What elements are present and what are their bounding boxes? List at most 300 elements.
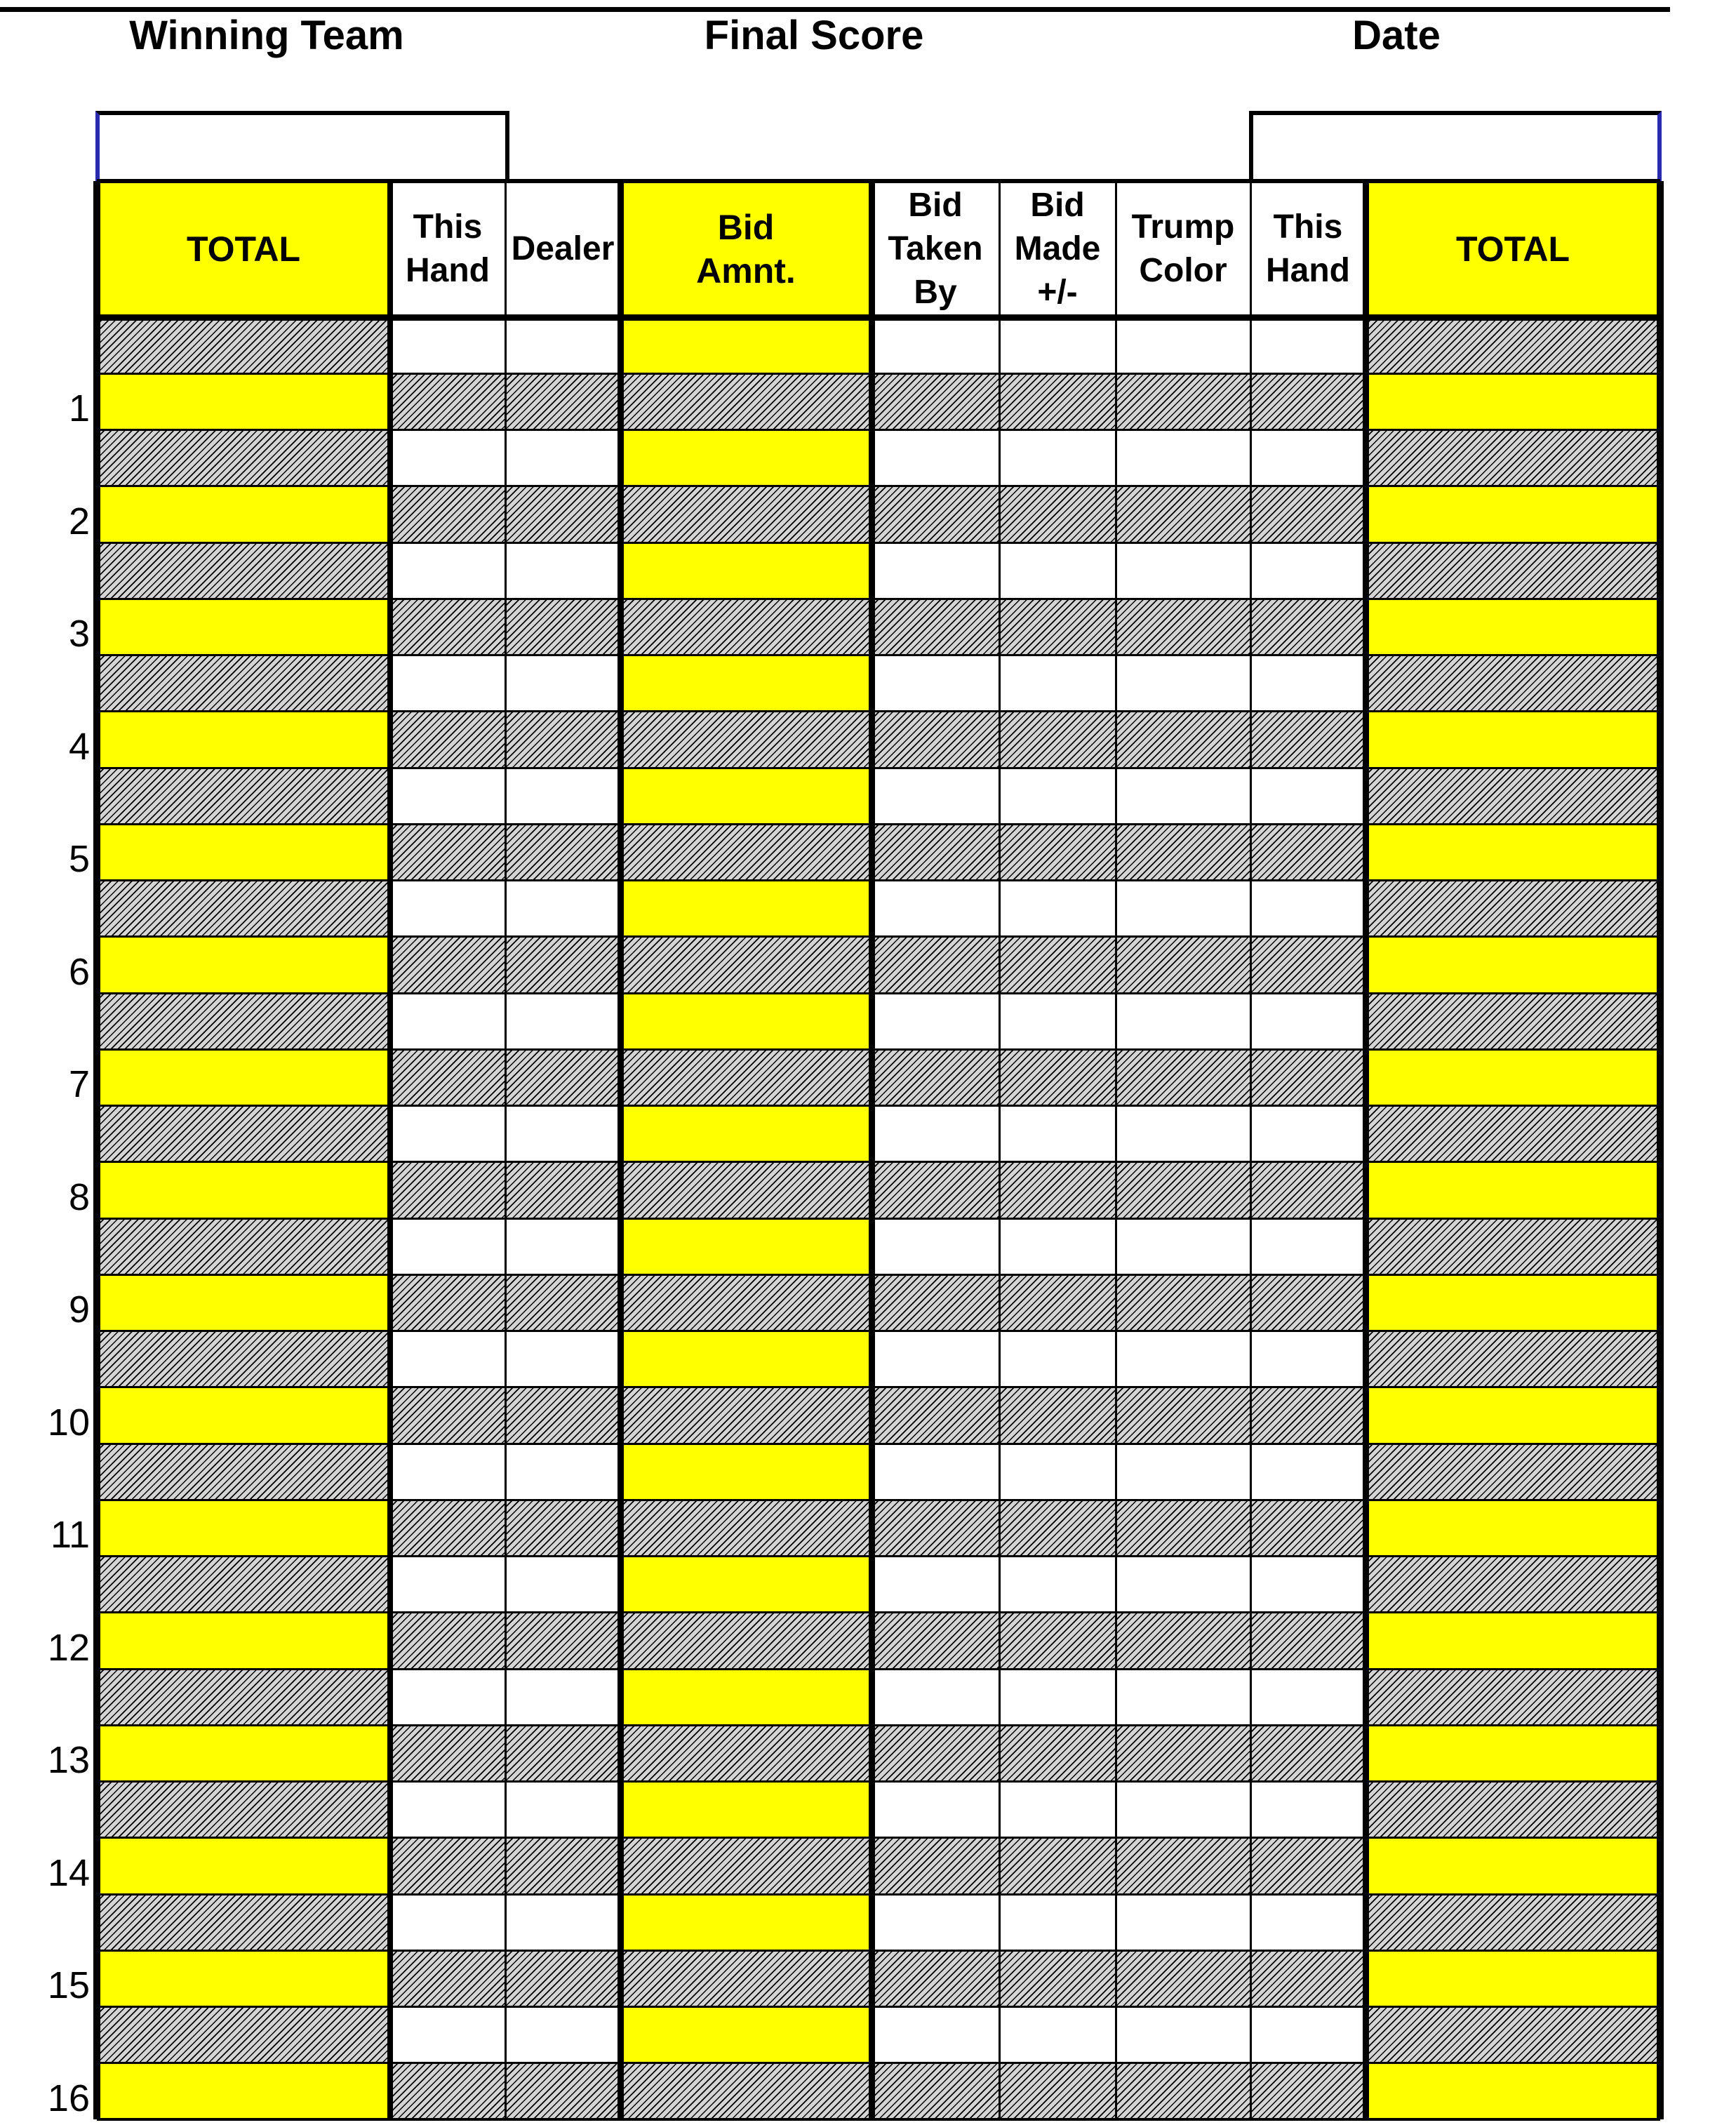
score-cell-trump-color[interactable]: [1116, 824, 1250, 880]
score-cell-total-right[interactable]: [1366, 1049, 1660, 1105]
score-cell-this-hand-left[interactable]: [390, 317, 505, 373]
score-cell-total-right[interactable]: [1366, 1106, 1660, 1162]
score-cell-this-hand-right[interactable]: [1250, 2007, 1366, 2063]
score-cell-this-hand-right[interactable]: [1250, 542, 1366, 599]
score-cell-this-hand-left[interactable]: [390, 1106, 505, 1162]
hand-number: 10: [47, 1401, 90, 1444]
score-cell-total-left[interactable]: [97, 1162, 390, 1218]
score-cell-trump-color[interactable]: [1116, 1613, 1250, 1669]
score-cell-this-hand-left[interactable]: [390, 1387, 505, 1444]
score-cell-dealer[interactable]: [505, 2007, 620, 2063]
score-cell-total-right[interactable]: [1366, 486, 1660, 542]
score-cell-trump-color[interactable]: [1116, 1049, 1250, 1105]
score-cell-trump-color[interactable]: [1116, 881, 1250, 937]
score-cell-total-right[interactable]: [1366, 937, 1660, 993]
score-cell-bid-amount[interactable]: [620, 317, 872, 373]
score-cell-total-right[interactable]: [1366, 655, 1660, 712]
score-cell-bid-taken-by[interactable]: [872, 881, 999, 937]
score-cell-bid-made[interactable]: [999, 542, 1116, 599]
score-cell-this-hand-right[interactable]: [1250, 1274, 1366, 1331]
score-cell-this-hand-left[interactable]: [390, 655, 505, 712]
score-cell-this-hand-right[interactable]: [1250, 2063, 1366, 2119]
score-cell-total-left[interactable]: [97, 1894, 390, 1950]
score-cell-this-hand-left[interactable]: [390, 1950, 505, 2006]
grid-line: [97, 1105, 1660, 1107]
grid-line: [97, 429, 1660, 431]
score-cell-this-hand-right[interactable]: [1250, 1049, 1366, 1105]
score-cell-bid-taken-by[interactable]: [872, 655, 999, 712]
score-cell-this-hand-right[interactable]: [1250, 768, 1366, 824]
score-cell-bid-made[interactable]: [999, 712, 1116, 768]
score-cell-bid-made[interactable]: [999, 1782, 1116, 1838]
score-cell-bid-taken-by[interactable]: [872, 1669, 999, 1725]
score-cell-dealer[interactable]: [505, 1669, 620, 1725]
grid-line: [97, 1950, 1660, 1952]
score-cell-bid-made[interactable]: [999, 2007, 1116, 2063]
score-cell-total-left[interactable]: [97, 881, 390, 937]
score-cell-total-left[interactable]: [97, 2063, 390, 2119]
score-cell-total-right[interactable]: [1366, 1274, 1660, 1331]
score-cell-bid-made[interactable]: [999, 373, 1116, 429]
score-cell-dealer[interactable]: [505, 993, 620, 1049]
score-cell-dealer[interactable]: [505, 1725, 620, 1781]
score-cell-this-hand-left[interactable]: [390, 430, 505, 486]
grid-line: [97, 1443, 1660, 1445]
score-cell-this-hand-left[interactable]: [390, 1331, 505, 1387]
score-cell-trump-color[interactable]: [1116, 993, 1250, 1049]
score-cell-bid-amount[interactable]: [620, 881, 872, 937]
score-cell-this-hand-right[interactable]: [1250, 486, 1366, 542]
score-cell-total-right[interactable]: [1366, 824, 1660, 880]
score-cell-total-right[interactable]: [1366, 1950, 1660, 2006]
score-cell-bid-amount[interactable]: [620, 1557, 872, 1613]
score-cell-total-right[interactable]: [1366, 2007, 1660, 2063]
score-cell-this-hand-right[interactable]: [1250, 1613, 1366, 1669]
score-cell-total-left[interactable]: [97, 1049, 390, 1105]
score-cell-bid-amount[interactable]: [620, 712, 872, 768]
score-cell-bid-taken-by[interactable]: [872, 1218, 999, 1274]
score-cell-dealer[interactable]: [505, 1106, 620, 1162]
score-cell-bid-made[interactable]: [999, 1106, 1116, 1162]
score-cell-dealer[interactable]: [505, 1613, 620, 1669]
score-cell-total-left[interactable]: [97, 542, 390, 599]
score-cell-trump-color[interactable]: [1116, 486, 1250, 542]
score-cell-total-right[interactable]: [1366, 1894, 1660, 1950]
score-cell-this-hand-left[interactable]: [390, 599, 505, 655]
score-cell-bid-made[interactable]: [999, 1387, 1116, 1444]
score-cell-this-hand-right[interactable]: [1250, 1782, 1366, 1838]
score-cell-dealer[interactable]: [505, 1500, 620, 1556]
score-cell-bid-taken-by[interactable]: [872, 1331, 999, 1387]
hand-number: 5: [68, 838, 90, 881]
score-cell-this-hand-left[interactable]: [390, 373, 505, 429]
grid-line: [1115, 181, 1117, 2119]
score-cell-bid-amount[interactable]: [620, 1500, 872, 1556]
score-cell-dealer[interactable]: [505, 1331, 620, 1387]
score-cell-this-hand-right[interactable]: [1250, 373, 1366, 429]
score-cell-bid-amount[interactable]: [620, 1218, 872, 1274]
score-cell-this-hand-left[interactable]: [390, 881, 505, 937]
score-cell-bid-amount[interactable]: [620, 430, 872, 486]
score-cell-this-hand-right[interactable]: [1250, 1106, 1366, 1162]
score-cell-bid-made[interactable]: [999, 1613, 1116, 1669]
score-cell-total-right[interactable]: [1366, 993, 1660, 1049]
score-cell-trump-color[interactable]: [1116, 937, 1250, 993]
score-cell-this-hand-left[interactable]: [390, 1218, 505, 1274]
score-cell-bid-made[interactable]: [999, 1838, 1116, 1894]
score-cell-this-hand-right[interactable]: [1250, 937, 1366, 993]
score-cell-bid-made[interactable]: [999, 1950, 1116, 2006]
score-cell-this-hand-left[interactable]: [390, 1782, 505, 1838]
score-cell-bid-made[interactable]: [999, 1049, 1116, 1105]
score-cell-bid-amount[interactable]: [620, 1725, 872, 1781]
score-cell-total-left[interactable]: [97, 1838, 390, 1894]
score-cell-bid-taken-by[interactable]: [872, 486, 999, 542]
score-cell-total-right[interactable]: [1366, 881, 1660, 937]
score-cell-bid-made[interactable]: [999, 430, 1116, 486]
score-cell-this-hand-right[interactable]: [1250, 1387, 1366, 1444]
score-cell-this-hand-right[interactable]: [1250, 1500, 1366, 1556]
score-cell-trump-color[interactable]: [1116, 1838, 1250, 1894]
score-cell-total-right[interactable]: [1366, 1725, 1660, 1781]
hand-number: 16: [47, 2077, 90, 2119]
score-cell-bid-amount[interactable]: [620, 937, 872, 993]
score-cell-bid-made[interactable]: [999, 2063, 1116, 2119]
score-cell-this-hand-left[interactable]: [390, 1162, 505, 1218]
score-cell-trump-color[interactable]: [1116, 1782, 1250, 1838]
score-cell-total-left[interactable]: [97, 1782, 390, 1838]
score-cell-this-hand-right[interactable]: [1250, 317, 1366, 373]
score-cell-bid-taken-by[interactable]: [872, 1782, 999, 1838]
score-cell-bid-made[interactable]: [999, 655, 1116, 712]
score-cell-total-left[interactable]: [97, 486, 390, 542]
score-cell-this-hand-left[interactable]: [390, 937, 505, 993]
score-cell-trump-color[interactable]: [1116, 542, 1250, 599]
score-cell-this-hand-right[interactable]: [1250, 1218, 1366, 1274]
score-cell-bid-amount[interactable]: [620, 655, 872, 712]
score-cell-total-right[interactable]: [1366, 1331, 1660, 1387]
score-cell-dealer[interactable]: [505, 1838, 620, 1894]
score-cell-trump-color[interactable]: [1116, 1387, 1250, 1444]
score-cell-bid-taken-by[interactable]: [872, 1106, 999, 1162]
score-cell-total-left[interactable]: [97, 1950, 390, 2006]
score-cell-bid-taken-by[interactable]: [872, 599, 999, 655]
score-cell-dealer[interactable]: [505, 712, 620, 768]
score-cell-this-hand-left[interactable]: [390, 2063, 505, 2119]
score-cell-dealer[interactable]: [505, 1557, 620, 1613]
score-cell-dealer[interactable]: [505, 937, 620, 993]
score-cell-bid-made[interactable]: [999, 486, 1116, 542]
score-cell-this-hand-left[interactable]: [390, 1725, 505, 1781]
score-cell-this-hand-left[interactable]: [390, 1274, 505, 1331]
score-cell-bid-taken-by[interactable]: [872, 1500, 999, 1556]
score-cell-trump-color[interactable]: [1116, 317, 1250, 373]
score-cell-bid-amount[interactable]: [620, 1444, 872, 1500]
score-cell-trump-color[interactable]: [1116, 1106, 1250, 1162]
score-cell-trump-color[interactable]: [1116, 599, 1250, 655]
score-cell-bid-taken-by[interactable]: [872, 1894, 999, 1950]
score-cell-dealer[interactable]: [505, 317, 620, 373]
score-cell-bid-taken-by[interactable]: [872, 373, 999, 429]
score-cell-dealer[interactable]: [505, 824, 620, 880]
score-cell-bid-made[interactable]: [999, 599, 1116, 655]
score-cell-bid-made[interactable]: [999, 1500, 1116, 1556]
score-cell-total-left[interactable]: [97, 993, 390, 1049]
score-cell-bid-amount[interactable]: [620, 1838, 872, 1894]
score-cell-this-hand-left[interactable]: [390, 1500, 505, 1556]
score-cell-total-right[interactable]: [1366, 599, 1660, 655]
score-cell-total-left[interactable]: [97, 712, 390, 768]
score-cell-this-hand-left[interactable]: [390, 768, 505, 824]
score-cell-dealer[interactable]: [505, 1274, 620, 1331]
score-cell-total-right[interactable]: [1366, 1162, 1660, 1218]
score-cell-total-right[interactable]: [1366, 1444, 1660, 1500]
score-cell-total-right[interactable]: [1366, 1500, 1660, 1556]
score-cell-total-left[interactable]: [97, 2007, 390, 2063]
score-cell-bid-taken-by[interactable]: [872, 937, 999, 993]
score-cell-bid-amount[interactable]: [620, 824, 872, 880]
score-cell-total-left[interactable]: [97, 1387, 390, 1444]
score-cell-this-hand-left[interactable]: [390, 1444, 505, 1500]
score-cell-bid-taken-by[interactable]: [872, 317, 999, 373]
score-cell-this-hand-left[interactable]: [390, 1894, 505, 1950]
score-cell-trump-color[interactable]: [1116, 768, 1250, 824]
score-cell-bid-taken-by[interactable]: [872, 712, 999, 768]
score-cell-trump-color[interactable]: [1116, 1500, 1250, 1556]
score-cell-total-right[interactable]: [1366, 1387, 1660, 1444]
score-cell-bid-made[interactable]: [999, 881, 1116, 937]
score-cell-bid-made[interactable]: [999, 1669, 1116, 1725]
score-cell-this-hand-right[interactable]: [1250, 1557, 1366, 1613]
score-cell-bid-amount[interactable]: [620, 486, 872, 542]
score-cell-bid-taken-by[interactable]: [872, 1613, 999, 1669]
score-cell-dealer[interactable]: [505, 768, 620, 824]
score-cell-total-right[interactable]: [1366, 430, 1660, 486]
score-cell-trump-color[interactable]: [1116, 1669, 1250, 1725]
score-cell-this-hand-right[interactable]: [1250, 1725, 1366, 1781]
header-total-right: TOTAL: [1366, 181, 1660, 317]
score-cell-this-hand-right[interactable]: [1250, 1162, 1366, 1218]
score-cell-bid-amount[interactable]: [620, 1387, 872, 1444]
winning-team-label: Winning Team: [129, 13, 404, 58]
score-cell-this-hand-left[interactable]: [390, 542, 505, 599]
score-cell-dealer[interactable]: [505, 655, 620, 712]
score-cell-bid-made[interactable]: [999, 768, 1116, 824]
score-cell-this-hand-left[interactable]: [390, 1669, 505, 1725]
score-cell-bid-taken-by[interactable]: [872, 2007, 999, 2063]
score-cell-dealer[interactable]: [505, 1162, 620, 1218]
score-cell-bid-amount[interactable]: [620, 1049, 872, 1105]
score-cell-this-hand-left[interactable]: [390, 824, 505, 880]
score-cell-bid-made[interactable]: [999, 1218, 1116, 1274]
score-cell-trump-color[interactable]: [1116, 1218, 1250, 1274]
score-cell-bid-taken-by[interactable]: [872, 1162, 999, 1218]
score-cell-this-hand-right[interactable]: [1250, 824, 1366, 880]
score-cell-total-left[interactable]: [97, 655, 390, 712]
score-cell-dealer[interactable]: [505, 599, 620, 655]
score-cell-bid-amount[interactable]: [620, 2063, 872, 2119]
score-cell-bid-made[interactable]: [999, 317, 1116, 373]
score-cell-trump-color[interactable]: [1116, 1894, 1250, 1950]
score-cell-total-left[interactable]: [97, 1444, 390, 1500]
score-cell-total-left[interactable]: [97, 430, 390, 486]
score-cell-bid-amount[interactable]: [620, 542, 872, 599]
score-cell-bid-made[interactable]: [999, 1331, 1116, 1387]
score-cell-bid-amount[interactable]: [620, 2007, 872, 2063]
header-dealer: Dealer: [505, 181, 620, 317]
score-cell-bid-taken-by[interactable]: [872, 1557, 999, 1613]
score-cell-bid-amount[interactable]: [620, 373, 872, 429]
score-cell-total-left[interactable]: [97, 1331, 390, 1387]
score-cell-bid-made[interactable]: [999, 1725, 1116, 1781]
score-cell-this-hand-right[interactable]: [1250, 1331, 1366, 1387]
score-cell-bid-amount[interactable]: [620, 599, 872, 655]
score-cell-this-hand-right[interactable]: [1250, 599, 1366, 655]
score-cell-trump-color[interactable]: [1116, 373, 1250, 429]
score-cell-total-left[interactable]: [97, 937, 390, 993]
score-cell-trump-color[interactable]: [1116, 655, 1250, 712]
score-cell-bid-amount[interactable]: [620, 768, 872, 824]
score-cell-trump-color[interactable]: [1116, 1162, 1250, 1218]
score-cell-dealer[interactable]: [505, 542, 620, 599]
score-cell-total-left[interactable]: [97, 1557, 390, 1613]
score-cell-bid-made[interactable]: [999, 937, 1116, 993]
score-cell-this-hand-left[interactable]: [390, 1049, 505, 1105]
score-cell-bid-made[interactable]: [999, 1894, 1116, 1950]
score-cell-bid-amount[interactable]: [620, 1162, 872, 1218]
score-cell-trump-color[interactable]: [1116, 430, 1250, 486]
score-cell-bid-taken-by[interactable]: [872, 824, 999, 880]
score-cell-this-hand-right[interactable]: [1250, 993, 1366, 1049]
score-cell-total-left[interactable]: [97, 768, 390, 824]
score-cell-bid-amount[interactable]: [620, 1613, 872, 1669]
score-cell-bid-made[interactable]: [999, 993, 1116, 1049]
score-cell-bid-amount[interactable]: [620, 1950, 872, 2006]
hand-number: 7: [68, 1063, 90, 1106]
score-cell-total-right[interactable]: [1366, 1613, 1660, 1669]
score-cell-dealer[interactable]: [505, 1218, 620, 1274]
score-cell-trump-color[interactable]: [1116, 1557, 1250, 1613]
score-cell-trump-color[interactable]: [1116, 1274, 1250, 1331]
score-cell-bid-amount[interactable]: [620, 993, 872, 1049]
score-cell-total-right[interactable]: [1366, 2063, 1660, 2119]
score-cell-total-right[interactable]: [1366, 1557, 1660, 1613]
score-cell-total-right[interactable]: [1366, 317, 1660, 373]
score-cell-total-right[interactable]: [1366, 1782, 1660, 1838]
score-cell-total-right[interactable]: [1366, 712, 1660, 768]
score-cell-bid-amount[interactable]: [620, 1669, 872, 1725]
score-cell-this-hand-left[interactable]: [390, 1838, 505, 1894]
score-cell-bid-amount[interactable]: [620, 1782, 872, 1838]
score-cell-this-hand-left[interactable]: [390, 993, 505, 1049]
score-cell-trump-color[interactable]: [1116, 712, 1250, 768]
score-cell-total-right[interactable]: [1366, 1218, 1660, 1274]
score-cell-this-hand-left[interactable]: [390, 1613, 505, 1669]
score-cell-bid-made[interactable]: [999, 1274, 1116, 1331]
score-cell-trump-color[interactable]: [1116, 1444, 1250, 1500]
score-cell-total-right[interactable]: [1366, 1669, 1660, 1725]
score-cell-total-left[interactable]: [97, 1274, 390, 1331]
score-cell-this-hand-left[interactable]: [390, 486, 505, 542]
score-cell-dealer[interactable]: [505, 881, 620, 937]
score-cell-bid-made[interactable]: [999, 1162, 1116, 1218]
score-cell-bid-amount[interactable]: [620, 1331, 872, 1387]
score-cell-dealer[interactable]: [505, 430, 620, 486]
score-cell-trump-color[interactable]: [1116, 2063, 1250, 2119]
score-cell-this-hand-left[interactable]: [390, 2007, 505, 2063]
score-cell-bid-taken-by[interactable]: [872, 1725, 999, 1781]
score-cell-bid-amount[interactable]: [620, 1106, 872, 1162]
score-cell-dealer[interactable]: [505, 1049, 620, 1105]
score-cell-total-left[interactable]: [97, 1500, 390, 1556]
score-cell-total-left[interactable]: [97, 599, 390, 655]
score-cell-this-hand-right[interactable]: [1250, 1950, 1366, 2006]
score-cell-total-right[interactable]: [1366, 542, 1660, 599]
score-cell-bid-made[interactable]: [999, 1557, 1116, 1613]
score-cell-bid-taken-by[interactable]: [872, 1049, 999, 1105]
score-cell-bid-taken-by[interactable]: [872, 1950, 999, 2006]
score-cell-bid-made[interactable]: [999, 1444, 1116, 1500]
score-cell-bid-taken-by[interactable]: [872, 1274, 999, 1331]
score-cell-total-left[interactable]: [97, 317, 390, 373]
score-cell-total-right[interactable]: [1366, 768, 1660, 824]
score-cell-bid-taken-by[interactable]: [872, 1838, 999, 1894]
score-cell-bid-taken-by[interactable]: [872, 768, 999, 824]
score-cell-trump-color[interactable]: [1116, 1725, 1250, 1781]
score-cell-bid-taken-by[interactable]: [872, 1387, 999, 1444]
score-cell-this-hand-right[interactable]: [1250, 881, 1366, 937]
score-cell-total-left[interactable]: [97, 1218, 390, 1274]
score-cell-bid-taken-by[interactable]: [872, 542, 999, 599]
score-cell-this-hand-right[interactable]: [1250, 655, 1366, 712]
score-cell-dealer[interactable]: [505, 2063, 620, 2119]
score-cell-bid-taken-by[interactable]: [872, 430, 999, 486]
score-cell-this-hand-right[interactable]: [1250, 712, 1366, 768]
score-cell-dealer[interactable]: [505, 486, 620, 542]
score-cell-bid-taken-by[interactable]: [872, 1444, 999, 1500]
score-cell-total-left[interactable]: [97, 824, 390, 880]
score-cell-trump-color[interactable]: [1116, 2007, 1250, 2063]
score-cell-bid-made[interactable]: [999, 824, 1116, 880]
score-cell-bid-taken-by[interactable]: [872, 993, 999, 1049]
score-cell-total-left[interactable]: [97, 1725, 390, 1781]
score-cell-total-right[interactable]: [1366, 373, 1660, 429]
score-cell-dealer[interactable]: [505, 1444, 620, 1500]
score-cell-dealer[interactable]: [505, 1894, 620, 1950]
score-cell-total-right[interactable]: [1366, 1838, 1660, 1894]
score-cell-total-left[interactable]: [97, 373, 390, 429]
score-cell-dealer[interactable]: [505, 1950, 620, 2006]
score-cell-dealer[interactable]: [505, 1782, 620, 1838]
score-cell-this-hand-right[interactable]: [1250, 1894, 1366, 1950]
score-cell-trump-color[interactable]: [1116, 1331, 1250, 1387]
score-cell-this-hand-right[interactable]: [1250, 1444, 1366, 1500]
score-cell-this-hand-right[interactable]: [1250, 430, 1366, 486]
score-cell-bid-amount[interactable]: [620, 1274, 872, 1331]
score-cell-total-left[interactable]: [97, 1106, 390, 1162]
score-cell-this-hand-right[interactable]: [1250, 1669, 1366, 1725]
score-cell-bid-taken-by[interactable]: [872, 2063, 999, 2119]
score-cell-this-hand-left[interactable]: [390, 712, 505, 768]
score-cell-trump-color[interactable]: [1116, 1950, 1250, 2006]
score-cell-dealer[interactable]: [505, 1387, 620, 1444]
score-cell-total-left[interactable]: [97, 1669, 390, 1725]
score-cell-bid-amount[interactable]: [620, 1894, 872, 1950]
score-cell-dealer[interactable]: [505, 373, 620, 429]
score-cell-total-left[interactable]: [97, 1613, 390, 1669]
score-cell-this-hand-right[interactable]: [1250, 1838, 1366, 1894]
score-cell-this-hand-left[interactable]: [390, 1557, 505, 1613]
